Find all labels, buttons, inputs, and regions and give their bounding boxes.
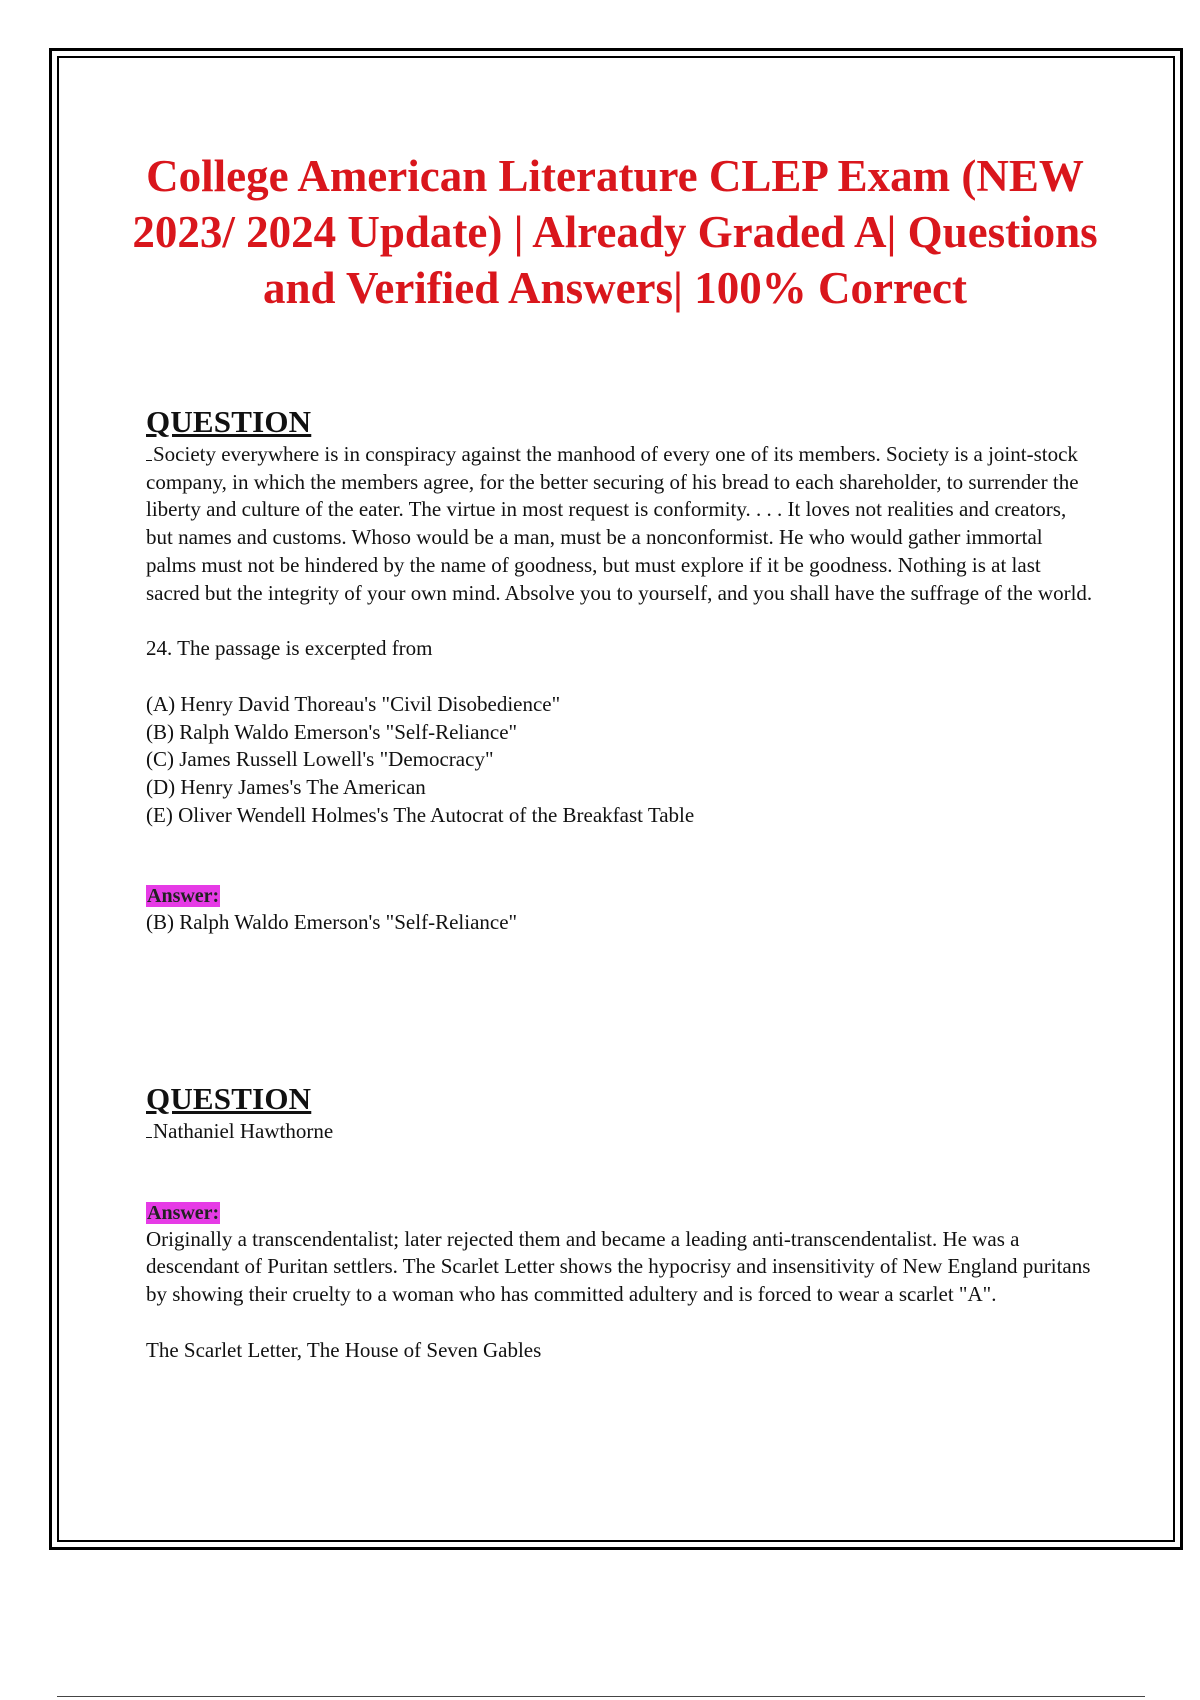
document-title: College American Literature CLEP Exam (NEW 2023/ 2024 Update) | Already Graded A| Questions and Verified Answers| 100% Correct (132, 151, 1098, 313)
answer-text: Originally a transcendentalist; later rejected them and became a leading anti-transcendentalist. He was a descendant of Puritan settlers. The Scarlet Letter shows the hypocrisy and insensitivity of New England puritans by showing their cruelty to a woman who has committed adultery and is forced to wear a scarlet "A". (146, 1226, 1091, 1307)
question-prompt: 24. The passage is excerpted from (146, 636, 433, 661)
option-c: (C) James Russell Lowell's "Democracy" (146, 747, 494, 772)
answer-label: Answer: (147, 1201, 220, 1224)
dash-mark (146, 443, 152, 461)
answer-label: Answer: (147, 885, 220, 908)
question-heading: QUESTION (146, 404, 312, 439)
question-block-1 (146, 405, 1096, 937)
dash-mark (146, 1120, 152, 1138)
question-passage-text: Nathaniel Hawthorne (153, 1119, 334, 1143)
option-d: (D) Henry James's The American (146, 775, 426, 800)
option-e: (E) Oliver Wendell Holmes's The Autocrat of the Breakfast Table (146, 802, 695, 827)
question-heading: QUESTION (146, 1081, 312, 1116)
question-block-2 (146, 1082, 1096, 1365)
answer-text: (B) Ralph Waldo Emerson's "Self-Reliance" (146, 910, 518, 935)
answer-extra: The Scarlet Letter, The House of Seven Gables (146, 1337, 542, 1362)
question-passage-text: Society everywhere is in conspiracy against the manhood of every one of its members. Society is a joint-stock company, in which the members agree, for the better securing of his bread to each shareholder, to surrender the liberty and culture of the eater. The virtue in most request is conformity. . . . It loves not realities and creators, but names and customs. Whoso would be a man, must be a nonconformist. He who would gather immortal palms must not be hindered by the name of goodness, but must explore if it be goodness. Nothing is at last sacred but the integrity of your own mind. Absolve you to yourself, and you shall have the suffrage of the world. (146, 442, 1093, 605)
answer-options (146, 691, 1096, 830)
question-passage (146, 441, 1096, 607)
question-passage (146, 1118, 1096, 1146)
option-a: (A) Henry David Thoreau's "Civil Disobedience" (146, 691, 561, 716)
option-b: (B) Ralph Waldo Emerson's "Self-Reliance" (146, 719, 518, 744)
footer-rule (57, 1696, 1145, 1697)
